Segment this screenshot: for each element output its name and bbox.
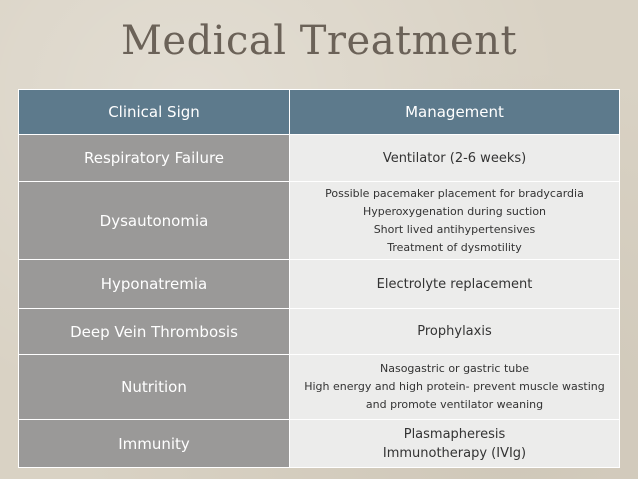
header-management: Management	[290, 90, 620, 135]
management-cell	[290, 135, 620, 182]
management-cell	[290, 182, 620, 260]
table-header-row	[19, 90, 620, 135]
slide-title: Medical Treatment	[120, 18, 518, 64]
management-cell	[290, 309, 620, 355]
management-line: Nasogastric or gastric tube	[380, 362, 529, 375]
header-clinical-sign: Clinical Sign	[19, 90, 290, 135]
table-row	[19, 355, 620, 420]
clinical-sign-cell: Hyponatremia	[19, 260, 290, 309]
management-cell	[290, 420, 620, 468]
table-row	[19, 135, 620, 182]
treatment-table	[18, 89, 620, 468]
clinical-sign-cell: Respiratory Failure	[19, 135, 290, 182]
management-line: Hyperoxygenation during suction	[362, 204, 547, 218]
management-line: Short lived antihypertensives	[373, 222, 536, 236]
management-line: Electrolyte replacement	[376, 276, 533, 292]
management-line: Immunotherapy (IVIg)	[382, 445, 527, 461]
management-cell	[290, 355, 620, 420]
table-row	[19, 309, 620, 355]
clinical-sign-cell: Nutrition	[19, 355, 290, 420]
management-line: High energy and high protein- prevent muscle wasting	[304, 380, 605, 393]
clinical-sign-cell: Dysautonomia	[19, 182, 290, 260]
management-line: Treatment of dysmotility	[387, 240, 522, 254]
table-row	[19, 182, 620, 260]
management-line: Possible pacemaker placement for bradycardia	[325, 186, 584, 200]
table-row	[19, 420, 620, 468]
management-cell	[290, 260, 620, 309]
clinical-sign-cell: Immunity	[19, 420, 290, 468]
clinical-sign-cell: Deep Vein Thrombosis	[19, 309, 290, 355]
management-line: Prophylaxis	[417, 324, 492, 339]
management-line: Ventilator (2-6 weeks)	[382, 150, 527, 166]
management-line: and promote ventilator weaning	[365, 398, 544, 411]
management-line: Plasmapheresis	[403, 426, 506, 442]
table-row	[19, 260, 620, 309]
